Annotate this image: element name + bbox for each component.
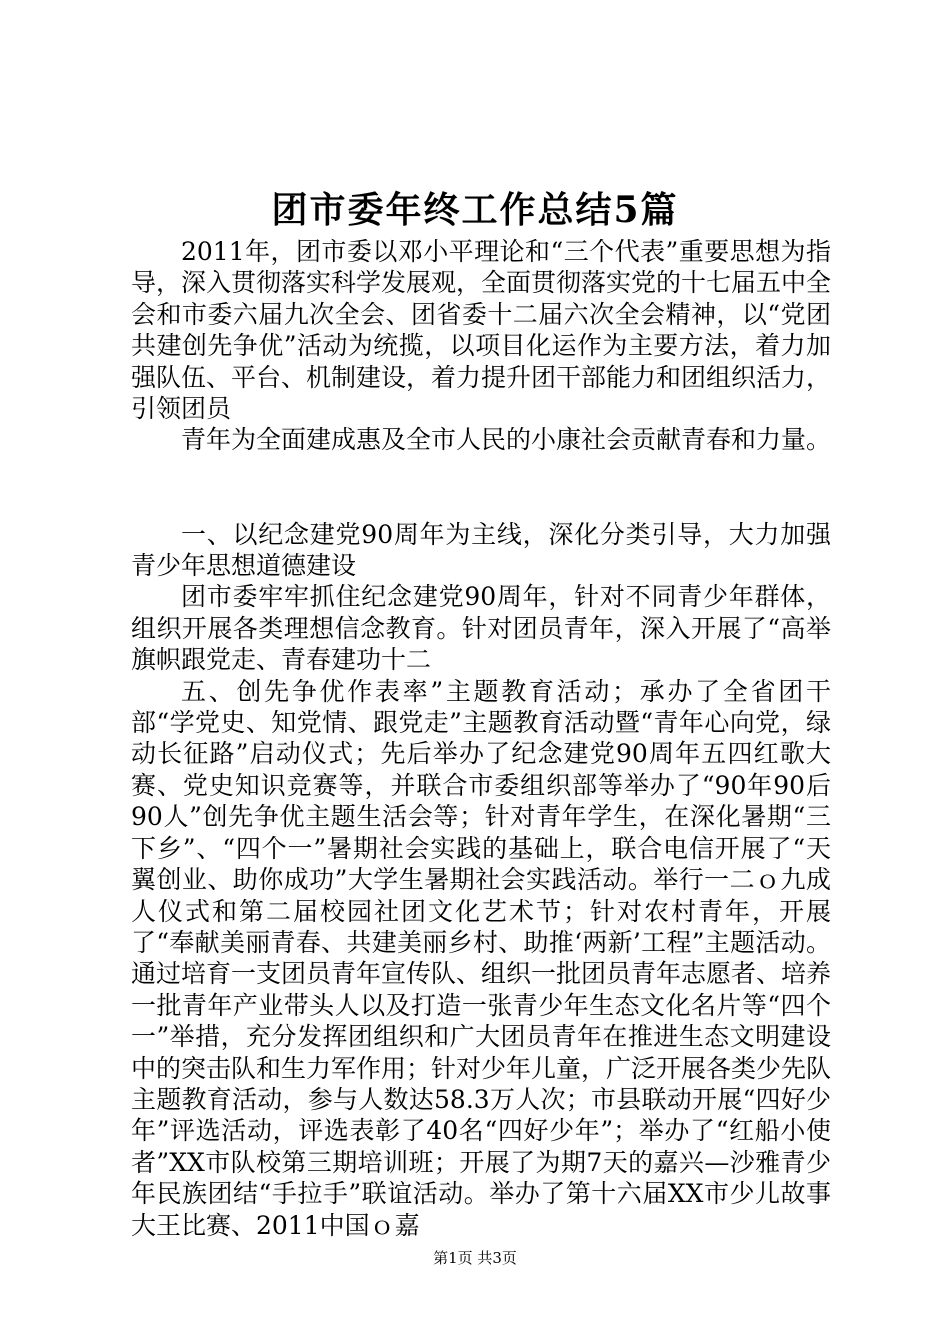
paragraph: 五、创先争优作表率”主题教育活动；承办了全省团干部“学党史、知党情、跟党走”主题教育活动暨“青年心向党，绿动长征路”启动仪式；先后举办了纪念建党90周年五四红歌大赛、党史知识竞赛等，并联合市委组织部等举办了“90年90后90人”创先争优主题生活会等；针对青年学生，在深化暑期“三下乡”、“四个一”暑期社会实践的基础上，联合电信开展了“天翼创业、助你成功”大学生暑期社会实践活动。举行一二ｏ九成人仪式和第二届校园社团文化艺术节；针对农村青年，开展了“奉献美丽青春、共建美丽乡村、助推‘两新’工程”主题活动。通过培育一支团员青年宣传队、组织一批团员青年志愿者、培养一批青年产业带头人以及打造一张青少年生态文化名片等“四个一”举措，充分发挥团组织和广大团员青年在推进生态文明建设中的突击队和生力军作用；针对少年儿童，广泛开展各类少先队主题教育活动，参与人数达58.3万人次；市县联动开展“四好少年”评选活动，评选表彰了40名“四好少年”；举办了“红船小使者”XX市队校第三期培训班；开展了为期7天的嘉兴—沙雅青少年民族团结“手拉手”联谊活动。举办了第十六届XX市少儿故事大王比赛、2011中国ｏ嘉: [131, 676, 832, 1240]
section-heading: 一、以纪念建党90周年为主线，深化分类引导，大力加强青少年思想道德建设: [131, 519, 831, 581]
blank-line: [131, 456, 831, 519]
document-body: [131, 236, 831, 1241]
page-footer: 第1页 共3页: [433, 1249, 517, 1267]
document-title: 团市委年终工作总结5篇: [271, 189, 679, 231]
paragraph: 青年为全面建成惠及全市人民的小康社会贡献青春和力量。: [181, 425, 832, 455]
paragraph: 2011年，团市委以邓小平理论和“三个代表”重要思想为指导，深入贯彻落实科学发展观，全面贯彻落实党的十七届五中全会和市委六届九次全会、团省委十二届六次全会精神，以“党团共建创先争优”活动为统揽，以项目化运作为主要方法，着力加强队伍、平台、机制建设，着力提升团干部能力和团组织活力，引领团员: [131, 237, 832, 424]
paragraph: 团市委牢牢抓住纪念建党90周年，针对不同青少年群体，组织开展各类理想信念教育。针对团员青年，深入开展了“高举旗帜跟党走、青春建功十二: [131, 582, 831, 675]
